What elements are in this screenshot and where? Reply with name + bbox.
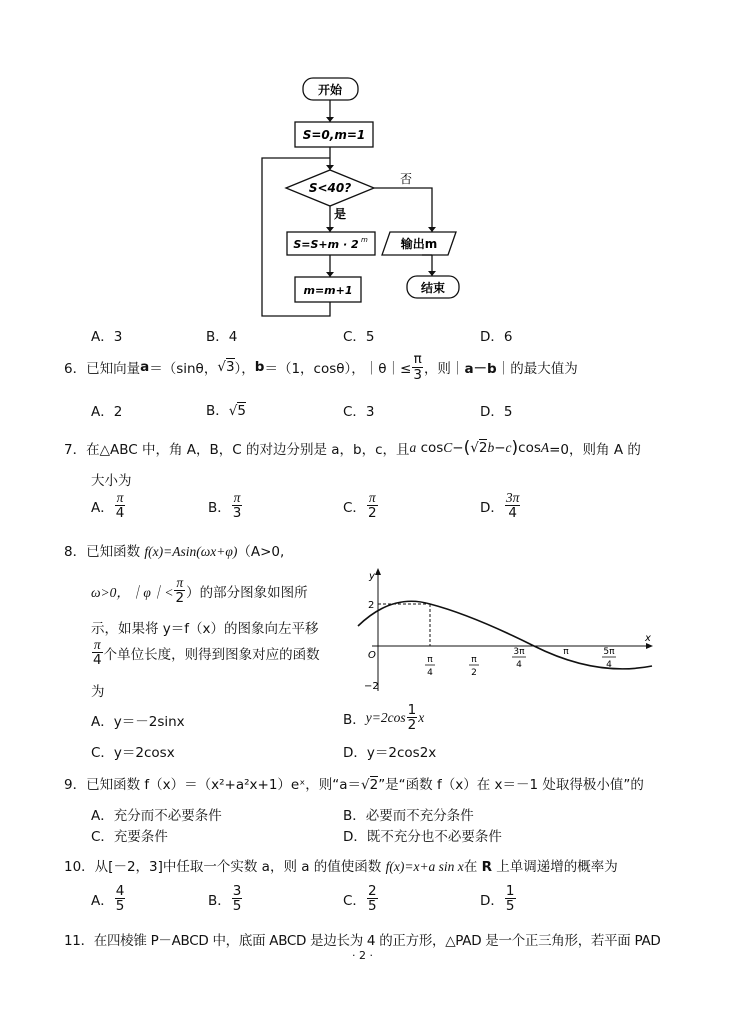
q10-option-a: A． $\frac{4}{5}$	[91, 883, 125, 915]
y-axis-label: y	[369, 571, 375, 582]
q9-option-d: D．既不充分也不必要条件	[343, 829, 502, 845]
q11-stem: 11．在四棱锥 P－ABCD 中，底面 ABCD 是边长为 4 的正方形，△PAD 是一个正三角形，若平面 PAD	[64, 933, 661, 949]
q8-option-b: B． y=2cos $\frac{1}{2}$ x	[343, 702, 425, 734]
q10-stem: 10．从[－2，3]中任取一个实数 a，则 a 的值使函数 f(x)=x+a sin x在 R 上单调递增的概率为	[64, 859, 618, 875]
sine-curve	[358, 601, 652, 669]
q8-option-d: D．y＝2cos2x	[343, 745, 437, 761]
x-tick-pi2-den: 2	[471, 668, 477, 678]
q7-option-a: A． $\frac{\pi}{4}$	[91, 490, 125, 522]
q10-option-b: B． $\frac{3}{5}$	[208, 883, 242, 915]
q10-option-d: D． $\frac{1}{5}$	[480, 883, 515, 915]
x-tick-pi: π	[563, 647, 569, 657]
q7-option-d: D． $\frac{3\pi}{4}$	[480, 490, 520, 522]
q6-option-c: C．3	[343, 404, 375, 420]
flowchart	[250, 70, 490, 320]
x-tick-pi4-num: π	[427, 655, 433, 665]
q8-option-a: A．y＝－2sinx	[91, 714, 185, 730]
q8-line3: 示，如果将 y＝f（x）的图象向左平移	[91, 621, 319, 637]
q9-option-a: A．充分而不必要条件	[91, 808, 222, 824]
x-tick-5pi4-num: 5π	[603, 647, 615, 657]
flow-step1-exp: m	[361, 236, 368, 244]
y-tick-2: 2	[368, 600, 375, 611]
flow-step2-label: m=m+1	[303, 284, 353, 297]
q6-option-d: D．5	[480, 404, 513, 420]
x-tick-3pi4-den: 4	[516, 660, 522, 670]
q8-line2: ω>0，｜φ｜< $\frac{\pi}{2}$ ）的部分图象如图所	[91, 575, 308, 607]
page-number: · 2 ·	[352, 949, 373, 962]
q8-line1: 8．已知函数 f(x)=Asin(ωx+φ)（A>0,	[64, 544, 285, 560]
origin-label: O	[368, 650, 376, 661]
q5-option-a: A．3	[91, 329, 123, 345]
flow-end-label: 结束	[420, 281, 446, 295]
flow-start-label: 开始	[317, 83, 343, 97]
q5-option-c: C．5	[343, 329, 375, 345]
q6-stem: 6．已知向量 a ＝（sinθ， √3 ）， b ＝（1，cosθ），｜θ｜≤ $\frac{\pi}{3}$ ，则｜ a－b ｜的最大值为	[64, 351, 578, 383]
flow-yes-label: 是	[334, 207, 347, 221]
q7-option-b: B． $\frac{\pi}{3}$	[208, 490, 242, 522]
q5-option-d: D．6	[480, 329, 513, 345]
q10-option-c: C． $\frac{2}{5}$	[343, 883, 377, 915]
q8-line4: $\frac{\pi}{4}$ 个单位长度，则得到图象对应的函数	[93, 637, 320, 669]
q5-option-b: B．4	[206, 329, 238, 345]
x-axis-label: x	[645, 633, 651, 644]
q7-option-c: C． $\frac{\pi}{2}$	[343, 490, 377, 522]
flow-output-label: 输出m	[400, 237, 438, 251]
flow-step1-label: S=S+m · 2	[293, 238, 359, 251]
flow-cond-label: S<40?	[308, 181, 352, 195]
sine-graph	[352, 565, 657, 693]
q9-option-c: C．充要条件	[91, 829, 168, 845]
x-tick-5pi4-den: 4	[606, 660, 612, 670]
q6-option-a: A．2	[91, 404, 123, 420]
q9-option-b: B．必要而不充分条件	[343, 808, 474, 824]
flow-init-label: S=0,m=1	[302, 128, 366, 142]
q9-stem: 9．已知函数 f（x）＝（x²+a²x+1）eˣ，则“a＝√2”是“函数 f（x）在 x＝－1 处取得极小值”的	[64, 777, 644, 793]
y-tick-neg2: −2	[364, 681, 379, 692]
x-tick-pi4-den: 4	[427, 668, 433, 678]
x-tick-3pi4-num: 3π	[513, 647, 525, 657]
x-tick-pi2-num: π	[471, 655, 477, 665]
q8-option-c: C．y＝2cosx	[91, 745, 175, 761]
q7-line2: 大小为	[91, 473, 132, 489]
flow-no-label: 否	[400, 172, 413, 186]
q6-option-b: B．√5	[206, 403, 246, 419]
q7-stem: 7．在△ABC 中，角 A，B，C 的对边分别是 a，b，c，且 a cos C − ( √2 b − c ) cos A =0，则角 A 的	[64, 438, 641, 458]
q8-line5: 为	[91, 684, 105, 700]
